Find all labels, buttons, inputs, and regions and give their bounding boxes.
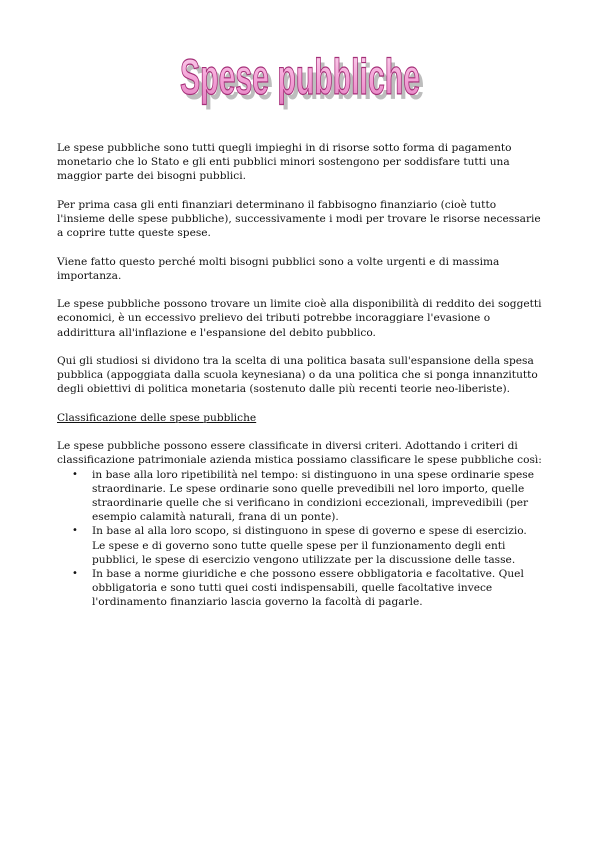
paragraph-2: Per prima casa gli enti finanziari determinano il fabbisogno finanziario (cioè tutto l'insieme delle spese pubbliche), successivamente i modi per trovare le risorse necessarie a coprire tutte queste spese. <box>57 198 541 240</box>
paragraph-4: Le spese pubbliche possono trovare un limite cioè alla disponibilità di reddito dei soggetti economici, è un eccessivo prelievo dei tributi potrebbe incoraggiare l'evasione o addirittura all'inflazione e l'espansione del debito pubblico. <box>57 298 542 339</box>
list-item: • In base al alla loro scopo, si distinguono in spese di governo e spese di esercizio. Le spese e di governo sono tutte quelle spese per il funzionamento degli enti pubblici, le spese di esercizio vengono utilizzate per la discussione delle tasse. <box>92 524 543 567</box>
page-title: Spese pubbliche <box>180 49 420 105</box>
paragraph-5: Qui gli studiosi si dividono tra la scelta di una politica basata sull'espansione della spesa pubblica (appoggiata dalla scuola keynesiana) o da una politica che si ponga innanzitutto degli obiettivi di politica monetaria (sostenuto dalle più recenti teorie neo-liberiste). <box>57 354 538 396</box>
paragraph-1: Le spese pubbliche sono tutti quegli impieghi in di risorse sotto forma di pagamento monetario che lo Stato e gli enti pubblici minori sostengono per soddisfare tutti una maggior parte dei bisogni pubblici. <box>57 142 512 183</box>
paragraph-3: Viene fatto questo perché molti bisogni pubblici sono a volte urgenti e di massima importanza. <box>57 255 500 282</box>
list-item: • in base alla loro ripetibilità nel tempo: si distinguono in una spese ordinarie spese straordinarie. Le spese ordinarie sono quelle prevedibili nel loro importo, quelle straordinarie quelle che si verificano in condizioni eccezionali, imprevedibili (per esempio calamità naturali, frana di un ponte). <box>92 468 543 525</box>
wordart-title <box>150 22 450 112</box>
document-body <box>57 141 543 610</box>
bullet-list <box>57 468 543 610</box>
section-heading: Classificazione delle spese pubbliche <box>57 411 257 424</box>
section-intro: Le spese pubbliche possono essere classificate in diversi criteri. Adottando i criteri di classificazione patrimoniale azienda mistica possiamo classificare le spese pubbliche così: <box>57 440 542 467</box>
list-item: • In base a norme giuridiche e che possono essere obbligatoria e facoltative. Quel obbligatoria e sono tutti quei costi indispensabili, quelle facoltative invece l'ordinamento finanziario lascia governo la facoltà di pagarle. <box>92 567 543 610</box>
title-shadow: Spese pubbliche <box>184 54 424 110</box>
